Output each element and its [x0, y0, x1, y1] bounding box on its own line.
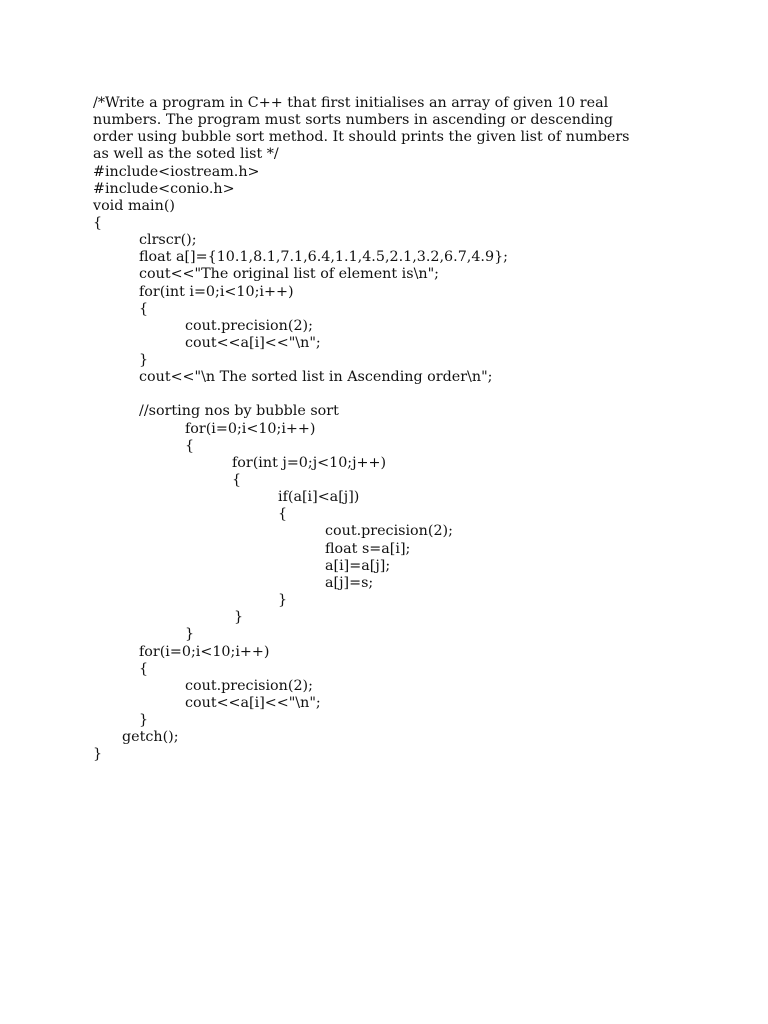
code-line: { [232, 472, 242, 488]
code-line: } [139, 352, 149, 368]
code-line: cout.precision(2); [185, 318, 313, 334]
code-line: { [139, 301, 149, 317]
comment-line-3: order using bubble sort method. It should prints the given list of numbers [93, 129, 630, 145]
comment-line-4: as well as the soted list */ [93, 146, 279, 162]
code-line: cout<<a[i]<<"\n"; [185, 335, 321, 351]
code-line: for(i=0;i<10;i++) [185, 421, 316, 437]
code-line: cout<<"\n The sorted list in Ascending order\n"; [139, 369, 493, 385]
code-line: float s=a[i]; [325, 541, 411, 557]
code-line: a[i]=a[j]; [325, 558, 391, 574]
code-line: } [139, 712, 149, 728]
code-line: } [234, 609, 244, 625]
code-line: getch(); [122, 729, 179, 745]
code-line: cout<<"The original list of element is\n"; [139, 266, 439, 282]
code-line: cout.precision(2); [185, 678, 313, 694]
code-line: clrscr(); [139, 232, 197, 248]
code-line: for(i=0;i<10;i++) [139, 644, 270, 660]
code-line: cout.precision(2); [325, 523, 453, 539]
comment-line-2: numbers. The program must sorts numbers in ascending or descending [93, 112, 614, 128]
code-line: float a[]={10.1,8.1,7.1,6.4,1.1,4.5,2.1,3.2,6.7,4.9}; [139, 249, 508, 265]
main-close-brace: } [93, 746, 103, 762]
include-iostream: #include<iostream.h> [93, 164, 260, 180]
code-line: } [278, 592, 288, 608]
code-line: for(int i=0;i<10;i++) [139, 284, 294, 300]
code-line: a[j]=s; [325, 575, 374, 591]
code-comment-line: //sorting nos by bubble sort [139, 403, 339, 419]
code-line: { [139, 661, 149, 677]
code-line: if(a[i]<a[j]) [278, 489, 360, 505]
code-line: for(int j=0;j<10;j++) [232, 455, 387, 471]
include-conio: #include<conio.h> [93, 181, 235, 197]
comment-line-1: /*Write a program in C++ that first initialises an array of given 10 real [93, 95, 609, 111]
code-line: cout<<a[i]<<"\n"; [185, 695, 321, 711]
main-open-brace: { [93, 215, 103, 231]
main-signature: void main() [93, 198, 175, 214]
code-line: { [278, 506, 288, 522]
code-line: } [185, 626, 195, 642]
code-line: { [185, 438, 195, 454]
